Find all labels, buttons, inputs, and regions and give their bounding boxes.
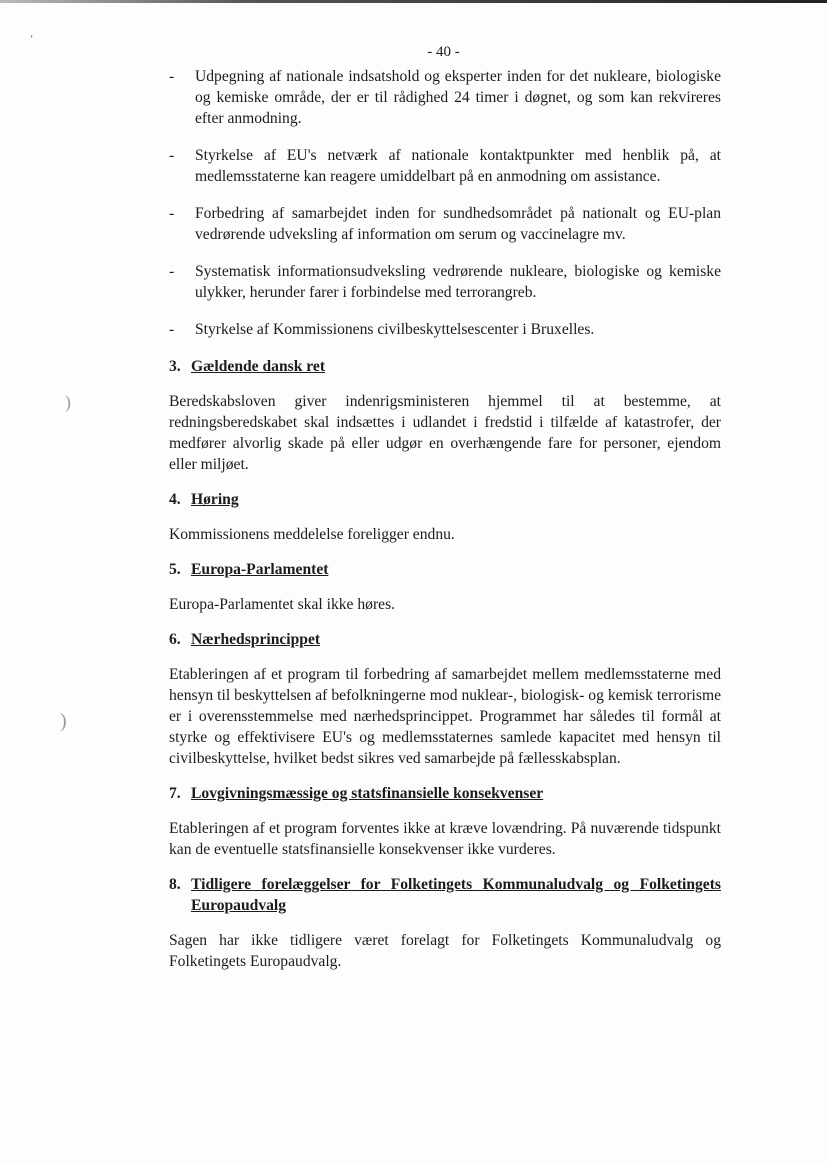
section-title: Nærhedsprincippet [191, 631, 321, 648]
list-item-text: Styrkelse af Kommissionens civilbeskyttelsescenter i Bruxelles. [195, 321, 595, 338]
list-item-text: Styrkelse af EU's netværk af nationale kontaktpunkter med henblik på, at medlemsstaterne kan reagere umiddelbart på en anmodning om assistance. [195, 147, 721, 185]
list-item [169, 319, 721, 340]
section-heading-europa-parlamentet [169, 559, 721, 580]
section-number: 5. [169, 561, 181, 578]
section-paragraph: Etableringen af et program forventes ikke at kræve lovændring. På nuværende tidspunkt kan de eventuelle statsfinansielle konsekvenser ikke vurderes. [169, 820, 721, 858]
margin-hole-mark: ) [60, 710, 67, 732]
scan-edge [0, 0, 827, 3]
margin-speck: ‘ [30, 34, 34, 45]
section-paragraph: Sagen har ikke tidligere været forelagt for Folketingets Kommunaludvalg og Folketingets Europaudvalg. [169, 932, 721, 970]
page-number: - 40 - [427, 44, 460, 60]
bullet-dash: - [169, 68, 175, 85]
section-paragraph: Etableringen af et program til forbedring af samarbejdet mellem medlemsstaterne med hensyn til beskyttelsen af befolkningerne mod nuklear-, biologisk- og kemisk terrorisme er i overensstemmelse med nærhedsprincippet. Programmet har således til formål at styrke og effektivisere EU's og medlemsstaternes samlede kapacitet med hensyn til civilbeskyttelse, hvilket bedst sikres ved samarbejde på fællesskabsplan. [169, 666, 721, 767]
section-heading-lovgivning [169, 783, 721, 804]
section-paragraph: Kommissionens meddelelse foreligger endnu. [169, 526, 455, 543]
section-number: 3. [169, 358, 181, 375]
margin-hole-mark: ) [65, 392, 71, 412]
document-body [169, 66, 721, 986]
list-item [169, 145, 721, 187]
section-paragraph: Europa-Parlamentet skal ikke høres. [169, 596, 396, 613]
bullet-dash: - [169, 263, 175, 280]
section-title: Tidligere forelæggelser for Folketingets Kommunaludvalg og Folketingets Europaudvalg [191, 876, 721, 914]
list-item-text: Udpegning af nationale indsatshold og eksperter inden for det nukleare, biologiske og kemiske område, der er til rådighed 24 timer i døgnet, og som kan rekvireres efter anmodning. [195, 68, 721, 127]
section-number: 6. [169, 631, 181, 648]
bullet-dash: - [169, 321, 175, 338]
list-item-text: Forbedring af samarbejdet inden for sundhedsområdet på nationalt og EU-plan vedrørende udveksling af information om serum og vaccinelagre mv. [195, 205, 721, 243]
section-number: 7. [169, 785, 181, 802]
section-title: Gældende dansk ret [191, 358, 326, 375]
list-item [169, 261, 721, 303]
section-heading-naerhedsprincippet [169, 629, 721, 650]
section-title: Lovgivningsmæssige og statsfinansielle konsekvenser [191, 785, 544, 802]
bullet-dash: - [169, 147, 175, 164]
section-paragraph: Beredskabsloven giver indenrigsministeren hjemmel til at bestemme, at redningsberedskabet skal indsættes i udlandet i fredstid i tilfælde af katastrofer, der medfører alvorlig skade på eller udgør en overhængende fare for personer, ejendom eller miljøet. [169, 393, 721, 473]
bullet-dash: - [169, 205, 175, 222]
list-item [169, 66, 721, 129]
section-heading-hoering [169, 489, 721, 510]
bullet-list [169, 66, 721, 340]
section-number: 8. [169, 876, 181, 893]
section-title: Europa-Parlamentet [191, 561, 329, 578]
section-heading-gaeldende-dansk-ret [169, 356, 721, 377]
list-item-text: Systematisk informationsudveksling vedrørende nukleare, biologiske og kemiske ulykker, herunder farer i forbindelse med terrorangreb. [195, 263, 721, 301]
list-item [169, 203, 721, 245]
section-number: 4. [169, 491, 181, 508]
section-title: Høring [191, 491, 239, 508]
section-heading-tidligere-forelaeggelser [169, 874, 721, 916]
